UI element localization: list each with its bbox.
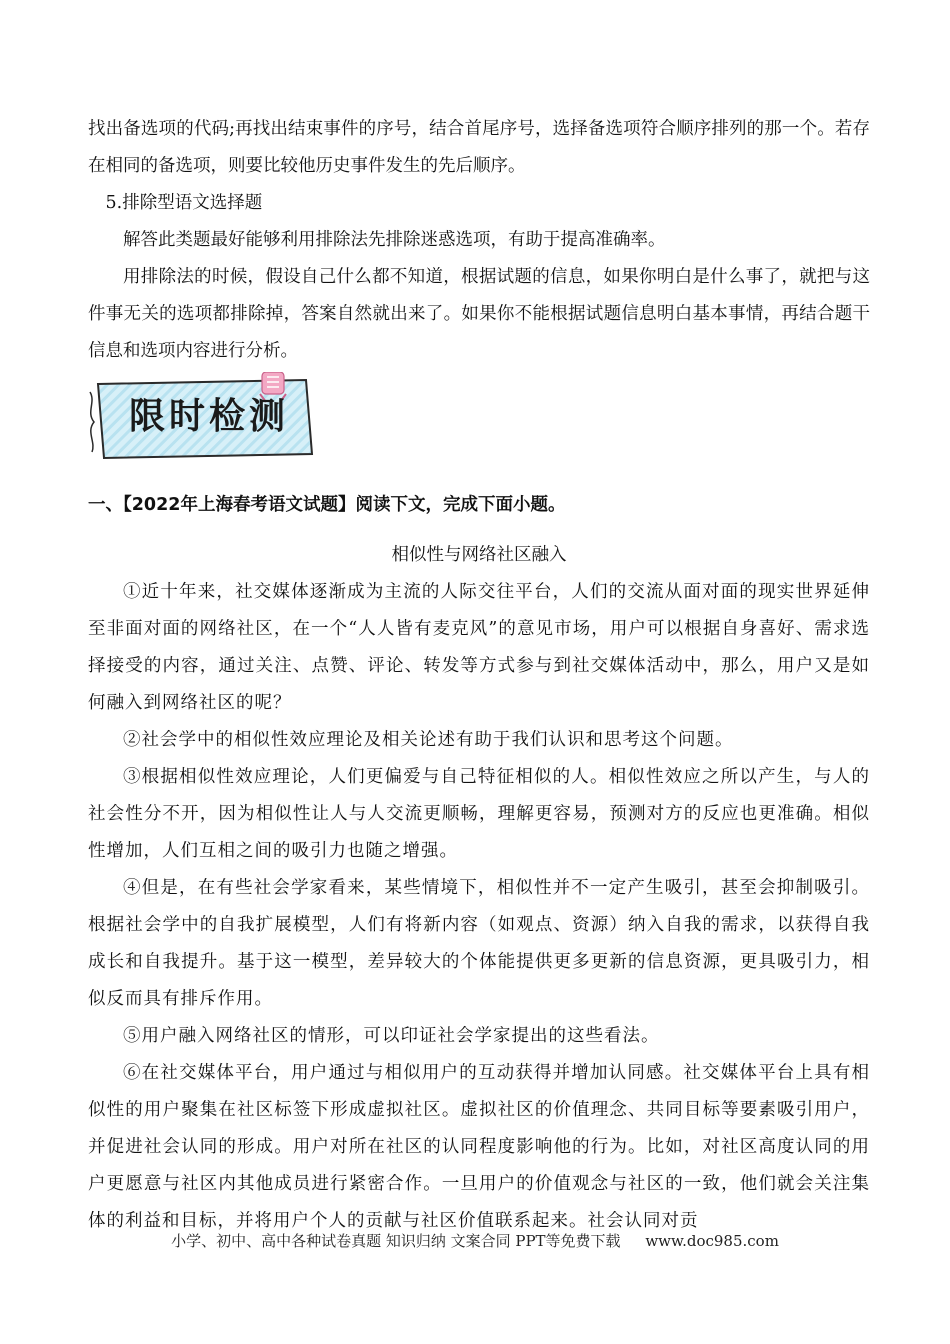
section-banner — [84, 372, 324, 464]
banner-title: 限时检测 — [128, 396, 289, 437]
article-paragraph-4: ④但是，在有些社会学家看来，某些情境下，相似性并不一定产生吸引，甚至会抑制吸引。根据社会学中的自我扩展模型，人们有将新内容（如观点、资源）纳入自我的需求，以获得自我成长和自我提升。基于这一模型，差异较大的个体能提供更多更新的信息资源，更具吸引力，相似反而具有排斥作用。 — [88, 878, 870, 1009]
intro-section — [88, 111, 870, 370]
article-title: 相似性与网络社区融入 — [391, 545, 567, 565]
article-paragraph-2: ②社会学中的相似性效应理论及相关论述有助于我们认识和思考这个问题。 — [123, 730, 734, 750]
article-paragraph-1: ①近十年来，社交媒体逐渐成为主流的人际交往平台，人们的交流从面对面的现实世界延伸至非面对面的网络社区，在一个“人人皆有麦克风”的意见市场，用户可以根据自身喜好、需求选择接受的内容，通过关注、点赞、评论、转发等方式参与到社交媒体活动中，那么，用户又是如何融入到网络社区的呢？ — [88, 582, 870, 713]
page-footer — [0, 1228, 950, 1254]
article-paragraph-6: ⑥在社交媒体平台，用户通过与相似用户的互动获得并增加认同感。社交媒体平台上具有相似性的用户聚集在社区标签下形成虚拟社区。虚拟社区的价值理念、共同目标等要素吸引用户，并促进社会认同的形成。用户对所在社区的认同程度影响他的行为。比如，对社区高度认同的用户更愿意与社区内其他成员进行紧密合作。一旦用户的价值观念与社区的一致，他们就会关注集体的利益和目标，并将用户个人的贡献与社区价值联系起来。社会认同对贡 — [88, 1063, 870, 1231]
footer-text: 小学、初中、高中各种试卷真题 知识归纳 文案合同 PPT等免费下载 — [171, 1232, 621, 1250]
intro-paragraph-3: 用排除法的时候，假设自己什么都不知道，根据试题的信息，如果你明白是什么事了，就把与这件事无关的选项都排除掉，答案自然就出来了。如果你不能根据试题信息明白基本事情，再结合题干信息和选项内容进行分析。 — [88, 267, 870, 361]
article-body — [88, 574, 870, 1240]
intro-paragraph-1: 找出备选项的代码;再找出结束事件的序号，结合首尾序号，选择备选项符合顺序排列的那一个。若存在相同的备选项，则要比较他历史事件发生的先后顺序。 — [88, 119, 870, 176]
intro-paragraph-2: 解答此类题最好能够利用排除法先排除迷惑选项，有助于提高准确率。 — [123, 230, 666, 250]
article-paragraph-5: ⑤用户融入网络社区的情形，可以印证社会学家提出的这些看法。 — [123, 1026, 660, 1046]
question-heading: 一、【2022年上海春考语文试题】阅读下文，完成下面小题。 — [88, 495, 566, 515]
footer-url[interactable]: www.doc985.com — [645, 1232, 779, 1250]
article-paragraph-3: ③根据相似性效应理论，人们更偏爱与自己特征相似的人。相似性效应之所以产生，与人的社会性分不开，因为相似性让人与人交流更顺畅，理解更容易，预测对方的反应也更准确。相似性增加，人们互相之间的吸引力也随之增强。 — [88, 767, 870, 861]
intro-subheading: 5.排除型语文选择题 — [105, 193, 263, 213]
